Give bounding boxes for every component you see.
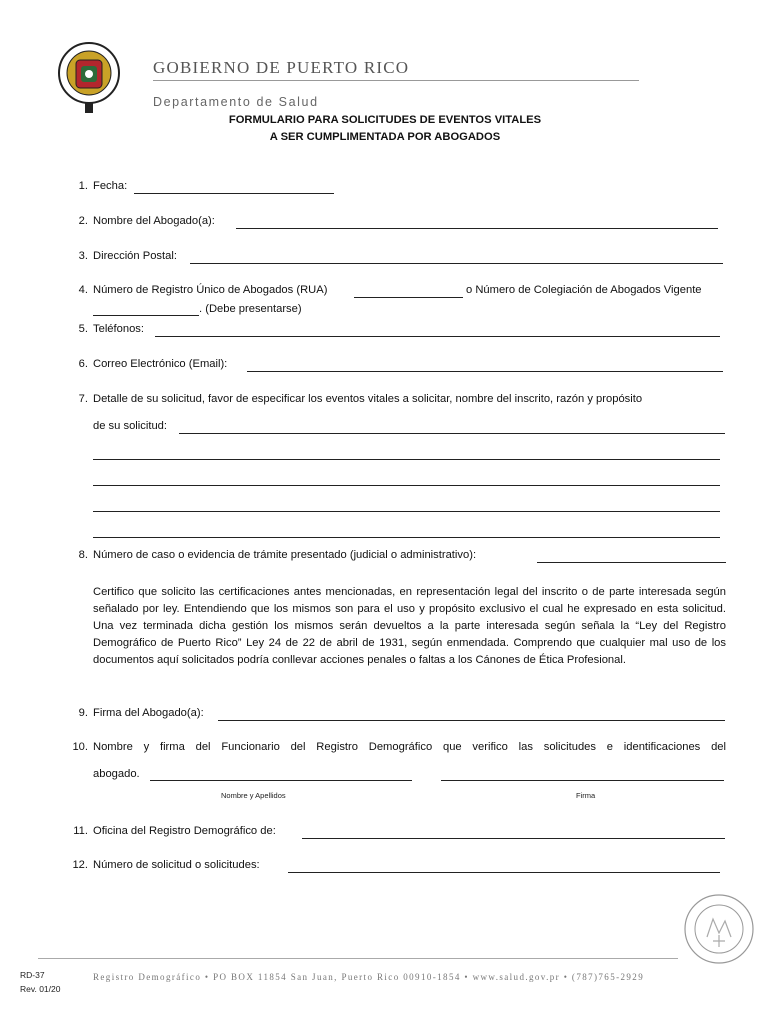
footer-address: Registro Demográfico • PO BOX 11854 San Juan, Puerto Rico 00910-1854 • www.salud.gov.pr • (787)765-2929 xyxy=(93,972,645,982)
request-detail-field-line-3[interactable] xyxy=(93,485,720,486)
case-number-field[interactable] xyxy=(537,562,726,563)
form-title-line-1: FORMULARIO PARA SOLICITUDES DE EVENTOS VITALES xyxy=(228,114,542,126)
registry-stamp xyxy=(683,893,755,965)
seal-emblem xyxy=(57,35,121,121)
date-label: Fecha: xyxy=(93,180,128,192)
rua-label: Número de Registro Único de Abogados (RUA) xyxy=(93,284,328,296)
form-code: RD-37 xyxy=(20,970,45,980)
field-number-2: 2. xyxy=(78,215,88,227)
bar-number-field[interactable] xyxy=(93,315,199,316)
registry-office-label: Oficina del Registro Demográfico de: xyxy=(93,825,276,837)
attorney-name-label: Nombre del Abogado(a): xyxy=(93,215,215,227)
request-purpose-label: de su solicitud: xyxy=(93,420,168,432)
agency-name: GOBIERNO DE PUERTO RICO xyxy=(153,58,410,77)
registry-office-field[interactable] xyxy=(302,838,725,839)
footer-rule xyxy=(38,958,678,959)
request-number-label: Número de solicitud o solicitudes: xyxy=(93,859,260,871)
rua-field[interactable] xyxy=(354,297,463,298)
official-signature-caption: Firma xyxy=(576,791,596,800)
email-label: Correo Electrónico (Email): xyxy=(93,358,228,370)
form-title-line-2: A SER CUMPLIMENTADA POR ABOGADOS xyxy=(269,131,501,143)
certification-statement: Certifico que solicito las certificaciones antes mencionadas, en representación legal del inscrito o de parte interesada según señalado por ley. Entendiendo que los mismos son para el uso y propósito exclusivo el cual he expresado en esta solicitud. Una vez terminada dicha gestión los mismos serán devueltos a la parte interesada según señala la “Ley del Registro Demográfico de Puerto Rico” Ley 24 de 22 de abril de 1931, según enmendada. Comprendo que cualquier mal uso de los documentos aquí solicitados podría conllevar acciones penales o faltas a los Cánones de Ética Profesional. xyxy=(93,586,726,666)
official-attorney-label: abogado. xyxy=(93,768,140,780)
attorney-signature-field[interactable] xyxy=(218,720,725,721)
form-revision: Rev. 01/20 xyxy=(20,984,61,994)
date-field[interactable] xyxy=(134,193,334,194)
field-number-10: 10. xyxy=(72,741,88,753)
case-number-label: Número de caso o evidencia de trámite presentado (judicial o administrativo): xyxy=(93,549,477,561)
field-number-4: 4. xyxy=(78,284,88,296)
phones-label: Teléfonos: xyxy=(93,323,144,335)
request-detail-field-line-5[interactable] xyxy=(93,537,720,538)
phones-field[interactable] xyxy=(155,336,720,337)
attorney-name-field[interactable] xyxy=(236,228,718,229)
field-number-3: 3. xyxy=(78,250,88,262)
field-number-11: 11. xyxy=(73,825,88,837)
email-field[interactable] xyxy=(247,371,723,372)
field-number-9: 9. xyxy=(78,707,88,719)
official-name-field[interactable] xyxy=(150,780,412,781)
field-number-7: 7. xyxy=(78,393,88,405)
header-rule xyxy=(153,80,639,81)
bar-number-note: . (Debe presentarse) xyxy=(199,303,302,315)
request-detail-field-line-2[interactable] xyxy=(93,459,720,460)
official-name-caption: Nombre y Apellidos xyxy=(221,791,286,800)
official-signature-field[interactable] xyxy=(441,780,724,781)
bar-number-label: o Número de Colegiación de Abogados Vigente xyxy=(466,284,702,296)
field-number-8: 8. xyxy=(78,549,88,561)
official-verification-label: Nombre y firma del Funcionario del Registro Demográfico que verifico las solicitudes e identificaciones del xyxy=(93,741,726,753)
request-detail-field-line-1[interactable] xyxy=(179,433,725,434)
department-name: Departamento de Salud xyxy=(153,95,319,109)
field-number-5: 5. xyxy=(78,323,88,335)
field-number-1: 1. xyxy=(78,180,88,192)
request-number-field[interactable] xyxy=(288,872,720,873)
postal-address-label: Dirección Postal: xyxy=(93,250,177,262)
field-number-6: 6. xyxy=(78,358,88,370)
request-detail-field-line-4[interactable] xyxy=(93,511,720,512)
attorney-signature-label: Firma del Abogado(a): xyxy=(93,707,204,719)
postal-address-field[interactable] xyxy=(190,263,723,264)
field-number-12: 12. xyxy=(72,859,88,871)
request-detail-label: Detalle de su solicitud, favor de especificar los eventos vitales a solicitar, nombre del inscrito, razón y propósito xyxy=(93,393,643,405)
